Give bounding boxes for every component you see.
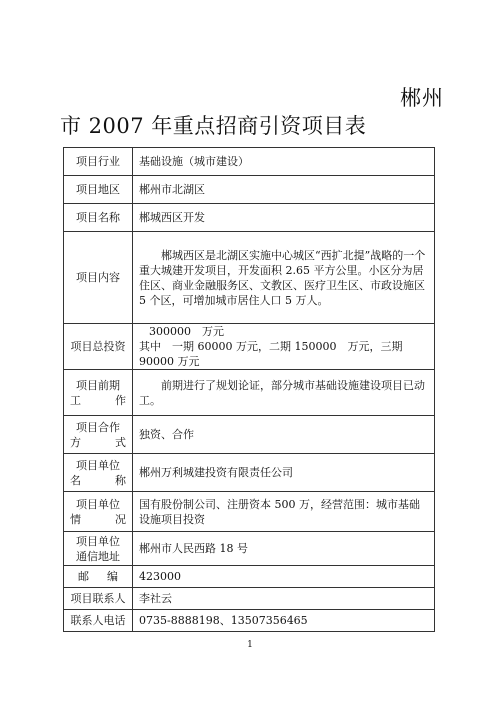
label-char: 称 bbox=[115, 473, 126, 487]
table-row bbox=[64, 416, 435, 454]
title-line-1: 郴州 bbox=[400, 86, 444, 110]
page-title: 市 2007 年重点招商引资项目表 bbox=[60, 114, 367, 138]
label-line bbox=[70, 393, 126, 408]
table-row bbox=[64, 610, 435, 632]
table-row bbox=[64, 324, 435, 370]
label-line: 通信地址 bbox=[76, 549, 120, 563]
label-industry: 项目行业 bbox=[64, 148, 133, 176]
label-char: 名 bbox=[70, 473, 81, 487]
label-char: 编 bbox=[107, 570, 118, 583]
label-char: 情 bbox=[70, 512, 81, 526]
label-total-investment: 项目总投资 bbox=[64, 324, 133, 370]
page-number: 1 bbox=[247, 640, 253, 650]
table-row bbox=[64, 204, 435, 232]
table-row bbox=[64, 370, 435, 416]
label-char: 况 bbox=[115, 512, 126, 526]
label-char: 式 bbox=[115, 435, 126, 449]
value-cooperation: 独资、合作 bbox=[133, 416, 435, 454]
label-line: 项目合作 bbox=[76, 420, 120, 434]
investment-total: 300000 万元 bbox=[149, 325, 224, 338]
label-char: 邮 bbox=[78, 570, 89, 583]
label-line bbox=[70, 473, 126, 488]
label-unit-status bbox=[64, 492, 133, 532]
label-postcode bbox=[64, 566, 133, 588]
value-preliminary-work: 前期进行了规划论证，部分城市基础设施建设项目已动工。 bbox=[133, 370, 435, 416]
table-row bbox=[64, 232, 435, 324]
label-unit-address bbox=[64, 532, 133, 566]
value-contact-person: 李社云 bbox=[133, 588, 435, 610]
table-row bbox=[64, 176, 435, 204]
label-line: 项目单位 bbox=[76, 458, 120, 472]
label-line bbox=[70, 512, 126, 527]
label-line bbox=[70, 569, 126, 584]
value-contact-phone: 0735-8888198、13507356465 bbox=[133, 610, 435, 632]
label-char: 作 bbox=[115, 393, 126, 407]
label-line: 项目前期 bbox=[76, 378, 120, 392]
label-line: 项目单位 bbox=[76, 497, 120, 511]
label-line: 项目单位 bbox=[76, 534, 120, 548]
table-row bbox=[64, 148, 435, 176]
label-char: 方 bbox=[70, 435, 81, 449]
project-info-table bbox=[63, 147, 435, 632]
investment-phases: 其中 一期 60000 万元，二期 150000 万元，三期 90000 万元 bbox=[139, 340, 403, 368]
value-unit-address: 郴州市人民西路 18 号 bbox=[133, 532, 435, 566]
label-unit-name bbox=[64, 454, 133, 492]
label-content: 项目内容 bbox=[64, 232, 133, 324]
label-contact-phone: 联系人电话 bbox=[64, 610, 133, 632]
label-project-name: 项目名称 bbox=[64, 204, 133, 232]
label-region: 项目地区 bbox=[64, 176, 133, 204]
label-line bbox=[70, 435, 126, 450]
table-row bbox=[64, 492, 435, 532]
value-content: 郴城西区是北湖区实施中心城区“西扩北提”战略的一个重大城建开发项目，开发面积 2.65 平方公里。小区分为居住区、商业金融服务区、文教区、医疗卫生区、市政设施区 5 个区，可增加城市居住人口 5 万人。 bbox=[133, 232, 435, 324]
table-row bbox=[64, 454, 435, 492]
value-postcode: 423000 bbox=[133, 566, 435, 588]
label-char: 工 bbox=[70, 393, 81, 407]
table-row bbox=[64, 588, 435, 610]
table-row bbox=[64, 532, 435, 566]
value-unit-name: 郴州万利城建投资有限责任公司 bbox=[133, 454, 435, 492]
value-total-investment bbox=[133, 324, 435, 370]
value-unit-status: 国有股份制公司、注册资本 500 万，经营范围：城市基础设施项目投资 bbox=[133, 492, 435, 532]
table-row bbox=[64, 566, 435, 588]
label-contact-person: 项目联系人 bbox=[64, 588, 133, 610]
value-region: 郴州市北湖区 bbox=[133, 176, 435, 204]
label-cooperation bbox=[64, 416, 133, 454]
value-industry: 基础设施（城市建设） bbox=[133, 148, 435, 176]
label-preliminary-work bbox=[64, 370, 133, 416]
value-project-name: 郴城西区开发 bbox=[133, 204, 435, 232]
